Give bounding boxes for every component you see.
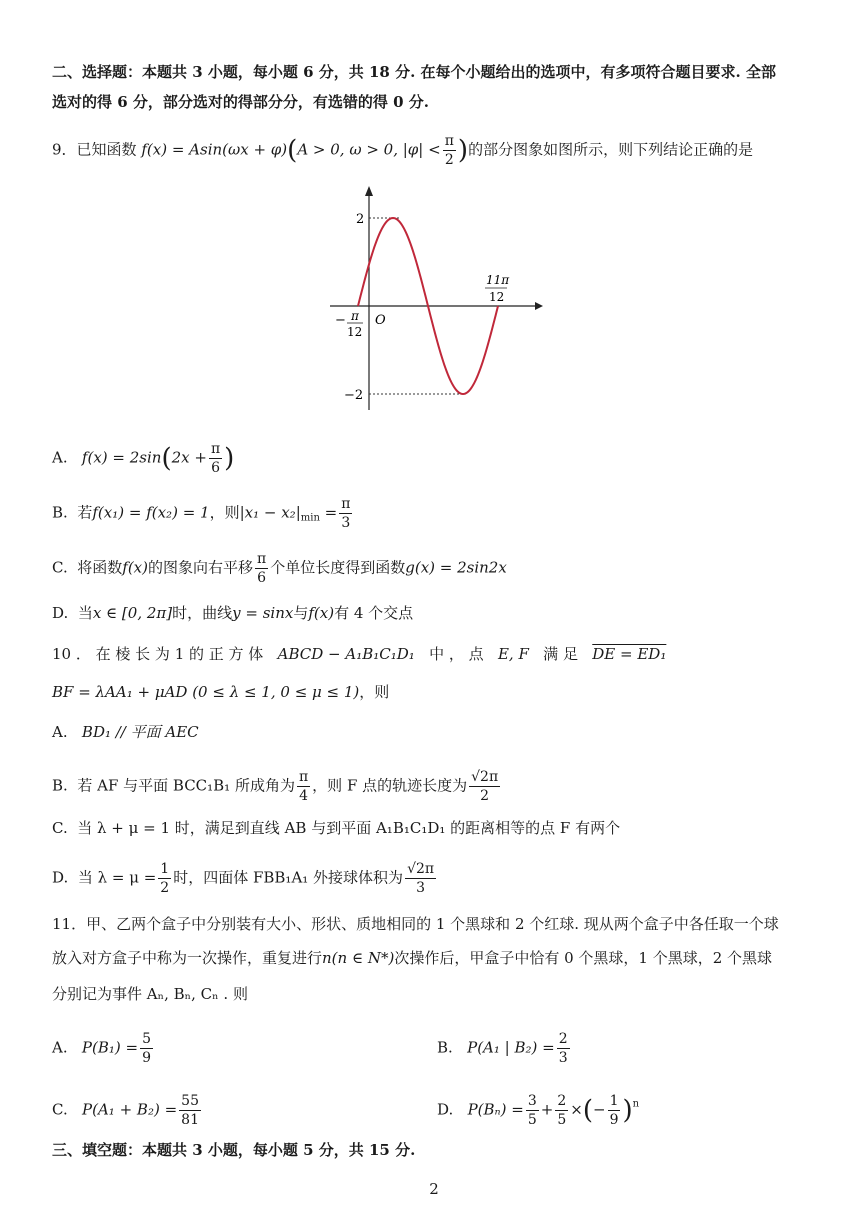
q11-stem-line2: 放入对方盒子中称为一次操作，重复进行n(n ∈ N*)次操作后，甲盒子中恰有 0 个黑球，1 个黑球，2 个黑球: [52, 949, 773, 967]
section2-heading: 二、选择题：本题共 3 小题，每小题 6 分，共 18 分. 在每个小题给出的选项中，有多项符合题目要求. 全部: [52, 63, 776, 81]
q11-option-c[interactable]: C. P(A₁ + B₂) = $\frac{55}{81}$: [52, 1093, 199, 1128]
y-max-label: 2: [356, 212, 365, 227]
q9-stem-prefix: 已知函数: [76, 140, 137, 159]
right-x-den: 12: [489, 290, 505, 304]
section3-heading: 三、填空题：本题共 3 小题，每小题 5 分，共 15 分.: [52, 1141, 416, 1159]
q10-option-a[interactable]: A. BD₁ // 平面 AEC: [52, 723, 199, 741]
q11-stem-line3: 分别记为事件 Aₙ, Bₙ, Cₙ . 则: [52, 985, 248, 1003]
origin-label: O: [375, 313, 386, 328]
page-number: 2: [429, 1180, 439, 1198]
q9-number: 9．: [52, 140, 77, 159]
q9-graph: [330, 182, 550, 422]
q9-func: f(x) = Asin(ωx + φ): [141, 140, 288, 159]
q9-option-b-label: B.: [52, 503, 68, 522]
q9-option-d[interactable]: D. 当x ∈ [0, 2π]时，曲线y = sinx与f(x)有 4 个交点: [52, 604, 414, 622]
q10-vector-eq: DE = ED₁: [592, 645, 667, 663]
y-min-label: −2: [344, 388, 364, 403]
q9-option-b[interactable]: B. 若f(x₁) = f(x₂) = 1，则$|x_1 - x_2|_{min}$ = $\frac{\pi}{3}$: [52, 496, 351, 531]
x-axis-arrow: [535, 302, 543, 310]
q9-option-a-text: f(x) = 2sin: [81, 448, 162, 467]
q10-stem-line1: 10 ． 在 棱 长 为 1 的 正 方 体 ABCD − A₁B₁C₁D₁ 中 ， 点 E, F 满 足 DE = ED₁: [52, 645, 667, 663]
left-x-sign: −: [335, 313, 346, 328]
q11-option-d[interactable]: D. P(Bₙ) = $\frac{3}{5}$ + $\frac{2}{5}$ ×(− $\frac{1}{9}$ )$^n$: [437, 1093, 640, 1128]
q9-cond: A > 0, ω > 0, |φ| <: [297, 140, 441, 159]
q9-stem: 9．已知函数 f(x) = Asin(ωx + φ)(A > 0, ω > 0, |φ| < $\frac{\pi}{2}$ )的部分图象如图所示，则下列结论正确的是: [52, 133, 754, 168]
q10-option-c[interactable]: C. 当 λ + μ = 1 时，满足到直线 AB 与到平面 A₁B₁C₁D₁ 的距离相等的点 F 有两个: [52, 819, 621, 837]
q9-option-d-label: D.: [52, 604, 69, 622]
q10-option-d[interactable]: D. 当 λ = μ = $\frac{1}{2}$ 时，四面体 FBB₁A₁ 外接球体积为 $\frac{√2\pi}{3}$: [52, 861, 435, 896]
q10-option-b[interactable]: B. 若 AF 与平面 BCC₁B₁ 所成角为 $\frac{\pi}{4}$ ，则 F 点的轨迹长度为 $\frac{√2\pi}{2}$: [52, 769, 499, 804]
q11-stem-line1: 11．甲、乙两个盒子中分别装有大小、形状、质地相同的 1 个黑球和 2 个红球. 现从两个盒子中各任取一个球: [52, 915, 779, 933]
q9-cond-frac: $\frac{\pi}{2}$: [444, 133, 454, 168]
q9-option-c[interactable]: C. 将函数f(x)的图象向右平移 $\frac{\pi}{6}$ 个单位长度得到函数g(x) = 2sin2x: [52, 551, 507, 586]
q9-option-a-label: A.: [52, 448, 68, 467]
section2-heading-cont: 选对的得 6 分，部分选对的得部分分，有选错的得 0 分.: [52, 93, 429, 111]
q11-option-a[interactable]: A. P(B₁) = $\frac{5}{9}$: [52, 1031, 152, 1066]
q9-stem-suffix: 的部分图象如图所示，则下列结论正确的是: [468, 140, 754, 159]
y-axis-arrow: [365, 186, 373, 196]
q10-cube: ABCD − A₁B₁C₁D₁: [277, 645, 415, 663]
left-x-num: π: [351, 309, 359, 323]
q10-stem-line2: BF = λAA₁ + μAD (0 ≤ λ ≤ 1, 0 ≤ μ ≤ 1)，则: [52, 683, 390, 701]
right-x-num: 11π: [486, 273, 510, 287]
q9-option-a[interactable]: A. f(x) = 2sin(2x + $\frac{\pi}{6}$ ): [52, 441, 235, 476]
q9-option-c-label: C.: [52, 558, 68, 577]
q11-option-b[interactable]: B. P(A₁ | B₂) = $\frac{2}{3}$: [437, 1031, 568, 1066]
left-x-den: 12: [347, 325, 363, 339]
